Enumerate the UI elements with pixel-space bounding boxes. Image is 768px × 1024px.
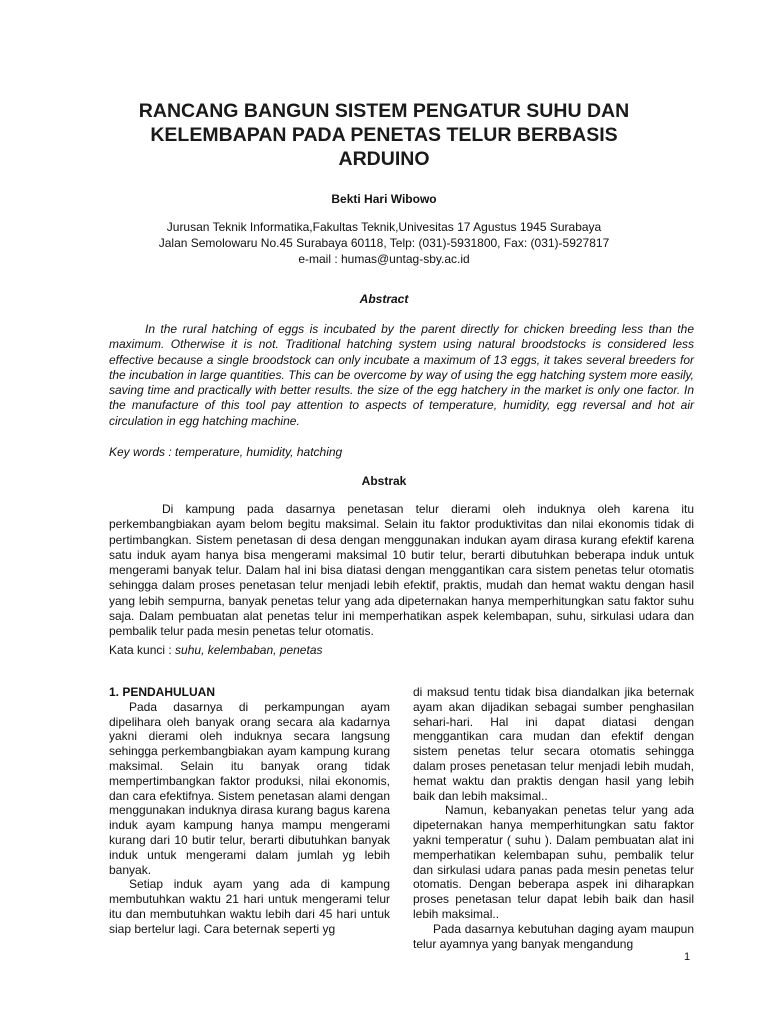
title-line: RANCANG BANGUN SISTEM PENGATUR SUHU DAN [138,100,630,122]
affiliation-email: e-mail : humas@untag-sby.ac.id [298,252,470,266]
body-paragraph: Setiap induk ayam yang ada di kampung membutuhkan waktu 21 hari untuk mengerami telur itu dan membutuhkan waktu lebih dari 45 hari untuk siap bertelur lagi. Cara beternak seperti yg [109,877,390,936]
keywords-label: Kata kunci : [109,643,176,657]
author-name: Bekti Hari Wibowo [331,192,437,206]
page-number: 1 [684,951,691,963]
abstract-heading: Abstract [359,292,409,306]
body-paragraph: Pada dasarnya di perkampungan ayam dipelihara oleh banyak orang secara ala kadarnya yakni dierami oleh induknya secara langsung sehingga perkembangbiakan ayam kampung kurang maksimal. Selain itu banyak orang tidak mempertimbangkan faktor produksi, nilai ekonomis, dan cara efektifnya. Sistem penetasan alami dengan menggunakan induknya dirasa kurang bagus karena induk ayam kampung hanya mampu mengerami kurang dari 10 butir telur, berarti dibutuhkan banyak induk untuk mengerami dalam jumlah yg lebih banyak. [109,699,390,877]
keywords-english: Key words : temperature, humidity, hatching [109,445,343,459]
section-heading: 1. PENDAHULUAN [109,685,216,699]
abstract-text: In the rural hatching of eggs is incubated by the parent directly for chicken breeding less than the maximum. Otherwise it is not. Traditional hatching system using natural broodstocks is considered less effective because a single broodstock can only incubate a maximum of 13 eggs, it takes several breeders for the incubation in large quantities. This can be overcome by way of using the egg hatching system more easily, saving time and practically with better results. the size of the egg hatchery in the market is only one factor. In the manufacture of this tool pay attention to aspects of temperature, humidity, egg reversal and hot air circulation in egg hatching machine. [109,322,694,428]
abstrak-text: Di kampung pada dasarnya penetasan telur dierami oleh induknya oleh karena itu perkembangbiakan ayam belom begitu maksimal. Selain itu faktor produktivitas dan nilai ekonomis tidak di pertimbangkan. Sistem penetasan di desa dengan menggunakan indukan ayam dirasa kurang efektif karena satu induk ayam hanya bisa mengerami maksimal 10 butir telur, berarti dibutuhkan beberapa induk untuk mengerami banyak telur. Dalam hal ini bisa diatasi dengan menggantikan cara sistem penetas telur otomatis sehingga dalam proses penetasan telur menjadi lebih efektif, praktis, mudah dan hemat waktu dengan hasil yang lebih sempurna, banyak penetas telur yang ada dipeternakan hanya memperhitungkan satu faktor suhu saja. Dalam pembuatan alat penetas telur ini memperhatikan aspek kelembapan, suhu, sirkulasi udara dan pembalik telur pada mesin penetas telur otomatis. [109,502,694,639]
keywords-indonesian [109,643,323,657]
abstrak-heading: Abstrak [361,474,407,488]
keywords-values: suhu, kelembaban, penetas [175,643,323,657]
body-paragraph: di maksud tentu tidak bisa diandalkan jika beternak ayam akan dijadikan sebagai sumber penghasilan sehari-hari. Hal ini dapat diatasi dengan menggantikan cara mudan dan efektif dengan sistem penetas telur secara otomatis sehingga dalam proses penetasan telur menjadi lebih mudah, hemat waktu dan praktis dengan hasil yang lebih baik dan lebih maksimal.. [413,685,694,803]
title-line: ARDUINO [338,148,430,170]
affiliation-block [0,219,768,267]
body-column-left [109,685,390,937]
affiliation-line: Jurusan Teknik Informatika,Fakultas Teknik,Univesitas 17 Agustus 1945 Surabaya [166,220,602,234]
affiliation-address: Jalan Semolowaru No.45 Surabaya 60118, Telp: (031)-5931800, Fax: (031)-5927817 [158,236,610,250]
body-column-right [413,685,694,951]
body-paragraph: Pada dasarnya kebutuhan daging ayam maupun telur ayamnya yang banyak mengandung [413,921,694,951]
body-paragraph: Namun, kebanyakan penetas telur yang ada dipeternakan hanya memperhitungkan satu faktor yakni temperatur ( suhu ). Dalam pembuatan alat ini memperhatikan kelembapan suhu, pembalik telur dan sirkulasi udara panas pada mesin penetas telur otomatis. Dengan beberapa aspek ini diharapkan proses penetasan telur dapat lebih baik dan hasil lebih maksimal.. [413,803,694,921]
paper-title [100,99,668,171]
title-line: KELEMBAPAN PADA PENETAS TELUR BERBASIS [150,124,618,146]
